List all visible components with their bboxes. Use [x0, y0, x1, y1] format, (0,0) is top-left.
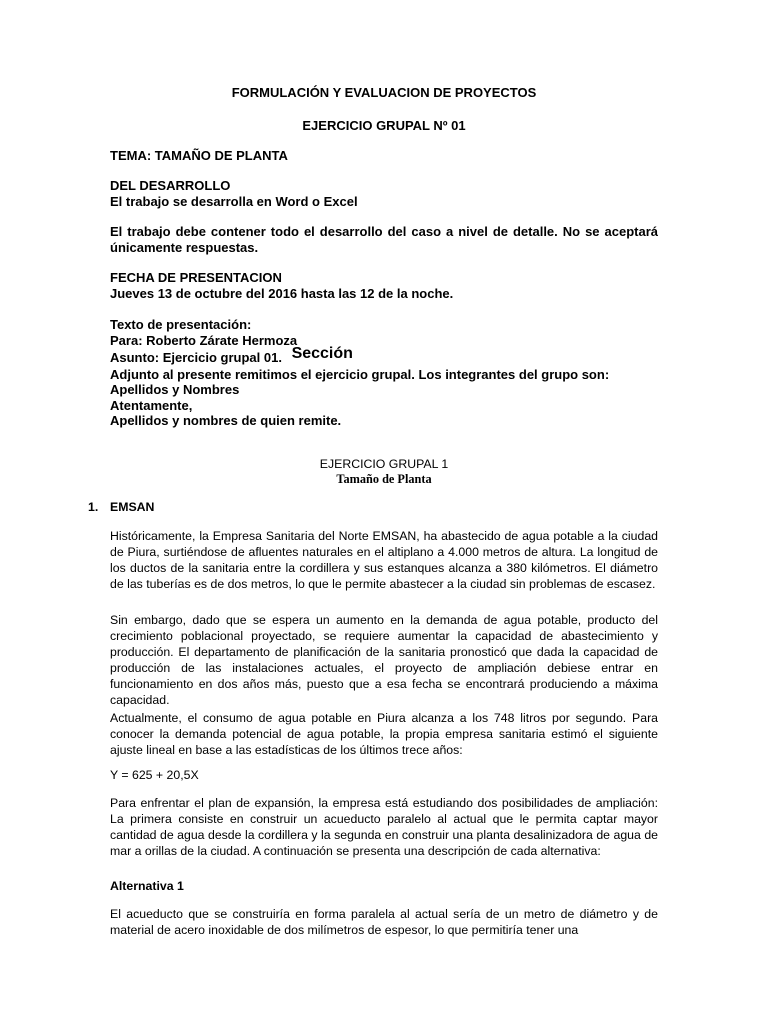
desarrollo-heading: DEL DESARROLLO [110, 178, 231, 193]
ejercicio-subtitle: Tamaño de Planta [336, 472, 432, 486]
ejercicio-title: EJERCICIO GRUPAL 1 [319, 457, 449, 471]
paragraph-historia: Históricamente, la Empresa Sanitaria del Norte EMSAN, ha abastecido de agua potable a la ciudad de Piura, surtiéndose de afluentes naturales en el altiplano a 4.000 metros de altura. La longitud de los ductos de la sanitaria entre la cordillera y sus estanques alcanza a 380 kilómetros. El diámetro de las tuberías es de dos metros, lo que le permite abastecer a la ciudad sin problemas de escasez. [110, 529, 658, 591]
paragraph-expansion: Para enfrentar el plan de expansión, la empresa está estudiando dos posibilidades de ampliación: La primera consiste en construir un acueducto paralelo al actual que le permita captar mayor cantidad de agua desde la cordillera y la segunda en construir una planta desalinizadora de agua de mar a orillas de la ciudad. A continuación se presenta una descripción de cada alternativa: [110, 796, 658, 858]
fecha-heading: FECHA DE PRESENTACION [110, 270, 282, 285]
presentacion-heading: Texto de presentación: [110, 317, 252, 332]
tema-heading: TEMA: TAMAÑO DE PLANTA [110, 148, 288, 163]
paragraph-consumo: Actualmente, el consumo de agua potable en Piura alcanza a los 748 litros por segundo. Para conocer la demanda potencial de agua potable, la propia empresa sanitaria estimó el siguiente ajuste lineal en base a las estadísticas de los últimos trece años: [110, 711, 658, 757]
exercise-title: EJERCICIO GRUPAL Nº 01 [302, 118, 466, 133]
presentacion-apellidos: Apellidos y Nombres [110, 382, 240, 397]
presentacion-asunto-line [110, 345, 353, 367]
presentacion-para: Para: Roberto Zárate Hermoza [110, 333, 298, 348]
paragraph-acueducto: El acueducto que se construiría en forma paralela al actual sería de un metro de diámetro y de material de acero inoxidable de dos milímetros de espesor, lo que permitiría tener una [110, 907, 658, 937]
presentacion-atentamente: Atentamente, [110, 398, 193, 413]
presentacion-remitente: Apellidos y nombres de quien remite. [110, 413, 342, 428]
alternativa-1-heading: Alternativa 1 [110, 879, 184, 893]
section-heading: EMSAN [110, 500, 155, 514]
presentacion-adjunto: Adjunto al presente remitimos el ejercicio grupal. Los integrantes del grupo son: [110, 367, 610, 382]
course-title: FORMULACIÓN Y EVALUACION DE PROYECTOS [231, 85, 537, 100]
desarrollo-requirement: El trabajo debe contener todo el desarrollo del caso a nivel de detalle. No se aceptará únicamente respuestas. [110, 224, 658, 255]
fecha-value: Jueves 13 de octubre del 2016 hasta las 12 de la noche. [110, 286, 454, 301]
paragraph-demanda: Sin embargo, dado que se espera un aumento en la demanda de agua potable, producto del crecimiento poblacional proyectado, se requiere aumentar la capacidad de abastecimiento y producción. El departamento de planificación de la sanitaria pronosticó que dada la capacidad de producción de las instalaciones actuales, el proyecto de ampliación debiese entrar en funcionamiento en dos años más, puesto que a esa fecha se encontrará produciendo a máxima capacidad. [110, 613, 658, 707]
section-number: 1. [88, 500, 99, 514]
presentacion-asunto: Asunto: Ejercicio grupal 01. [110, 350, 282, 365]
desarrollo-line: El trabajo se desarrolla en Word o Excel [110, 194, 358, 209]
equation: Y = 625 + 20,5X [110, 768, 199, 782]
presentacion-seccion: Sección [291, 345, 353, 362]
